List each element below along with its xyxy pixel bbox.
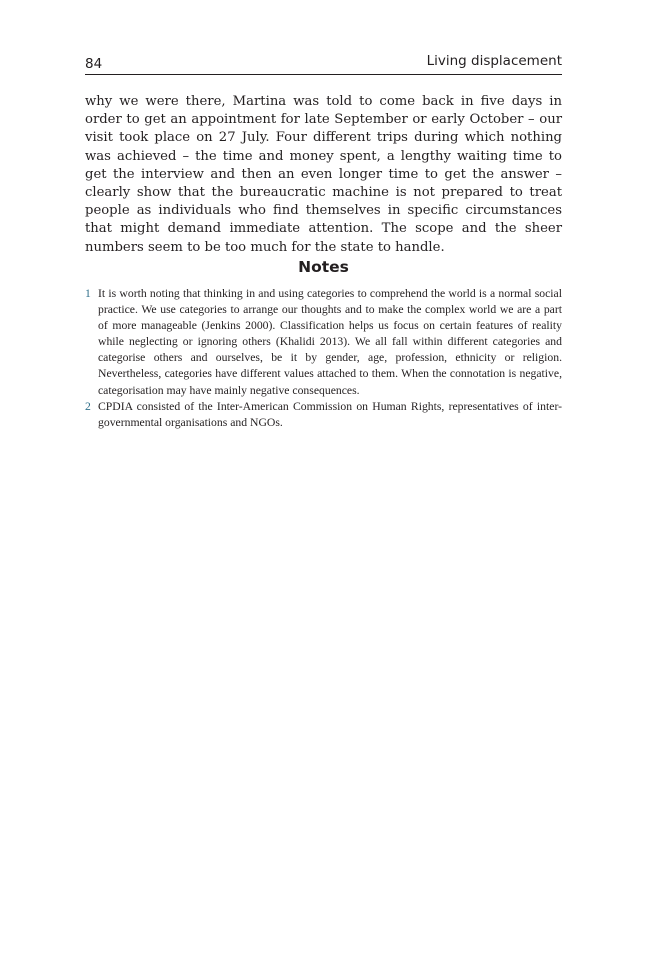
running-title: Living displacement	[426, 53, 562, 69]
note-text: CPDIA consisted of the Inter-American Commission on Human Rights, representatives of inter-governmental organisations and NGOs.	[98, 399, 562, 429]
note-number: 1	[85, 287, 91, 300]
page-header	[85, 52, 562, 75]
note-item	[85, 286, 562, 399]
note-number: 2	[85, 399, 91, 413]
body-paragraph: why we were there, Martina was told to come back in five days in order to get an appointment for late September or early October – our visit took place on 27 July. Four different trips during which nothing was achieved – the time and money spent, a lengthy waiting time to get the interview and then an even longer time to get the answer – clearly show that the bureaucratic machine is not prepared to treat people as individuals who find themselves in specific circumstances that might demand immediate attention. The scope and the sheer numbers seem to be too much for the state to handle.	[85, 94, 562, 255]
note-text: It is worth noting that thinking in and using categories to comprehend the world is a normal social practice. We use categories to arrange our thoughts and to make the complex world we are a part of more manageable (Jenkins 2000). Classification helps us focus on certain features of reality while neglecting or ignoring others (Khalidi 2013). We all fall within different categories and categorise others and ourselves, be it by gender, age, profession, ethnicity or religion. Nevertheless, categories have different values attached to them. When the connotation is negative, categorisation may have mainly negative consequences.	[98, 287, 562, 397]
notes-list	[85, 286, 562, 431]
page-number: 84	[85, 56, 103, 72]
notes-heading: Notes	[298, 258, 349, 276]
note-item	[85, 399, 562, 431]
